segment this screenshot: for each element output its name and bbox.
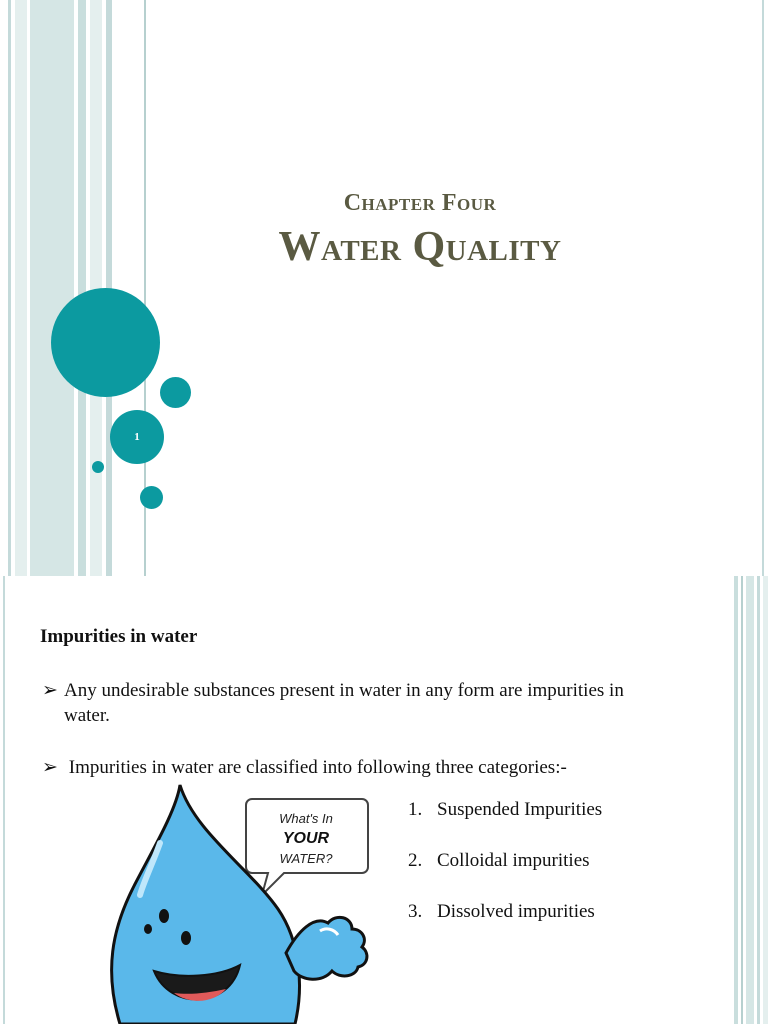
category-label: Colloidal impurities [437, 850, 590, 871]
category-list [408, 797, 602, 950]
drop-eye-icon [159, 909, 169, 923]
title-block [200, 185, 640, 273]
speech-bubble [246, 799, 368, 895]
decorative-stripe [746, 576, 754, 1024]
drop-hand [286, 917, 367, 979]
bubble-line-2: YOUR [282, 830, 330, 847]
bullet-item [42, 678, 702, 728]
drop-eye-icon [181, 931, 191, 945]
list-item: 1. Suspended Impurities [408, 799, 603, 820]
bullet-item [42, 755, 702, 780]
large-circle-decoration [51, 288, 160, 397]
category-label: Suspended Impurities [437, 799, 603, 820]
arrow-bullet-icon: ➢ [42, 757, 58, 778]
bubble-line-1: What's In [279, 811, 333, 826]
arrow-bullet-icon: ➢ [42, 680, 58, 701]
list-item: 3. Dissolved impurities [408, 901, 595, 922]
decorative-stripe [3, 576, 5, 1024]
bullet-text: Any undesirable substances present in water in any form are impurities in [64, 680, 624, 701]
content-slide [0, 576, 768, 1024]
tiny-circle-decoration [92, 461, 104, 473]
slide-title: Water Quality [278, 224, 562, 270]
decorative-stripe [78, 0, 86, 576]
decorative-stripe [741, 576, 743, 1024]
bullet-text: Impurities in water are classified into following three categories:- [68, 757, 567, 778]
list-item: 2. Colloidal impurities [408, 850, 590, 871]
decorative-stripe [15, 0, 27, 576]
slide-number: 1 [110, 410, 164, 464]
bullet-text-continued: water. [64, 705, 110, 726]
section-heading: Impurities in water [40, 626, 198, 647]
small-circle-decoration [160, 377, 191, 408]
chapter-label: Chapter Four [343, 190, 497, 216]
decorative-stripe [757, 576, 760, 1024]
water-drop-mascot-illustration [90, 781, 380, 1024]
decorative-stripe [763, 576, 768, 1024]
decorative-stripe [8, 0, 11, 576]
decorative-stripe [30, 0, 74, 576]
decorative-stripe [762, 0, 764, 576]
small-circle-decoration [140, 486, 163, 509]
decorative-stripe [734, 576, 738, 1024]
bubble-line-3: WATER? [279, 851, 333, 866]
category-label: Dissolved impurities [437, 901, 595, 922]
